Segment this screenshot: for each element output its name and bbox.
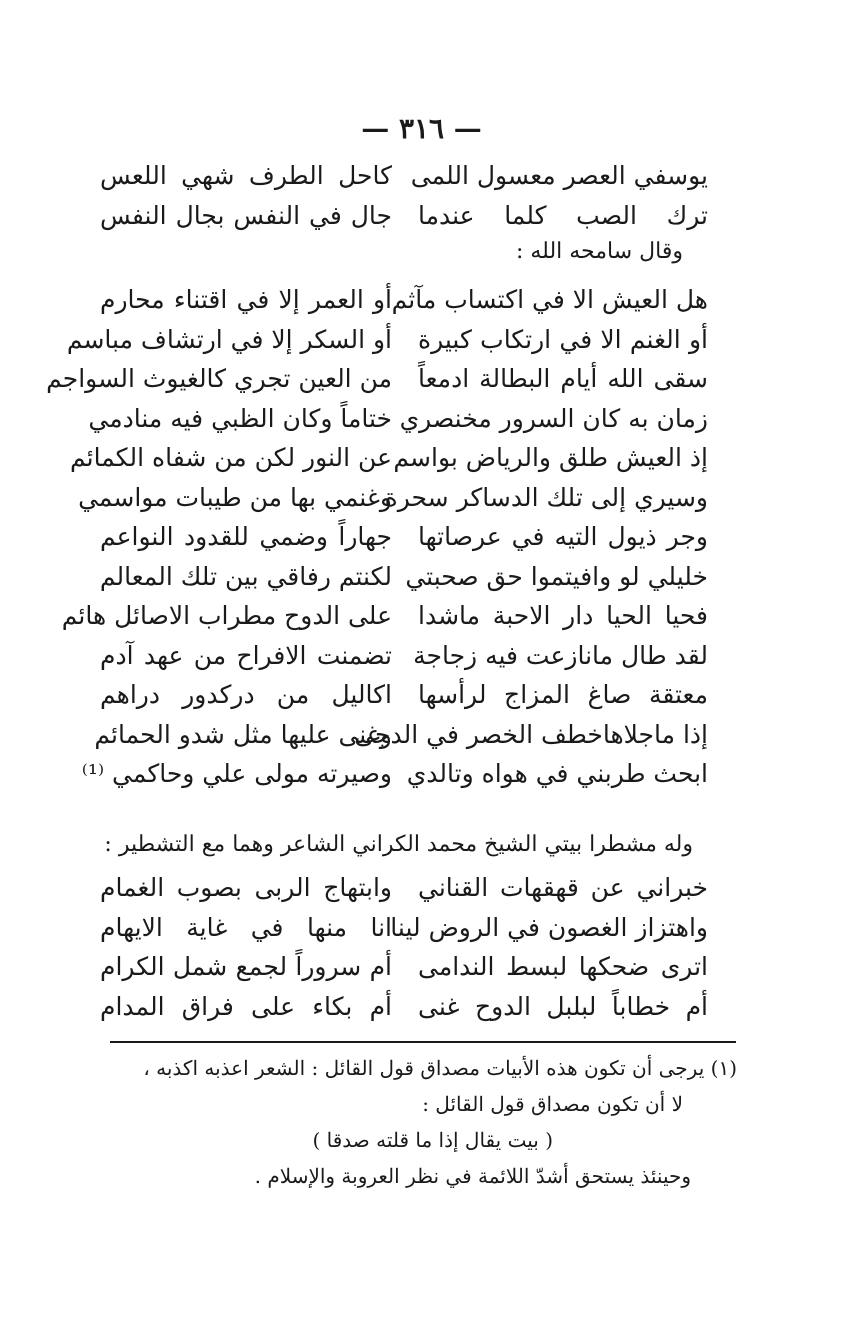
first-hemistich: أو الغنم الا في ارتكاب كبيرة	[418, 324, 708, 354]
first-hemistich: زمان به كان السرور مخنصري	[399, 403, 708, 433]
page-number: — ٣١٦ —	[361, 112, 482, 145]
verse-row	[100, 557, 708, 597]
first-hemistich: وجر ذيول التيه في عرصاتها	[418, 522, 708, 551]
second-hemistich: على الدوح مطراب الاصائل هائم	[61, 601, 392, 630]
second-hemistich: من العين تجري كالغيوث السواجم	[46, 364, 392, 393]
first-hemistich: ابحث طربني في هواه وتالدي	[406, 759, 708, 788]
first-hemistich: خليلي لو وافيتموا حق صحبتي	[405, 561, 708, 591]
first-hemistich: إذ العيش طلق والرياض بواسم	[393, 443, 708, 472]
verse-row	[81, 754, 708, 794]
second-hemistich: تضمنت الافراح من عهد آدم	[100, 640, 392, 670]
verse-block-1	[100, 156, 708, 235]
second-hemistich: كاحل الطرف شهي اللعس	[100, 161, 392, 190]
footnote-line: (١) يرجى أن تكون هذه الأبيات مصداق قول القائل : الشعر اعذبه اكذبه ،	[143, 1056, 737, 1080]
verse-row	[100, 675, 708, 715]
second-hemistich: أو العمر إلا في اقتناء محارم	[100, 285, 392, 314]
verse-row	[100, 908, 708, 948]
second-hemistich: وابتهاج الربى بصوب الغمام	[100, 873, 392, 902]
first-hemistich: خبراني عن قهقهات القناني	[418, 873, 708, 902]
first-hemistich: إذا ماجلاهاخطف الخصر في الدجى	[354, 719, 708, 749]
verse-row	[100, 156, 708, 196]
verse-block-3	[100, 868, 708, 1026]
first-hemistich: لقد طال مانازعت فيه زجاجة	[413, 640, 708, 670]
second-hemistich: جهاراً وضمي للقدود النواعم	[100, 522, 392, 551]
poem-intro: وقال سامحه الله :	[515, 239, 683, 264]
verse-row	[100, 947, 708, 987]
footnote-rule	[110, 1041, 736, 1043]
verse-block-2	[46, 280, 708, 794]
first-hemistich: يوسفي العصر معسول اللمى	[410, 161, 708, 190]
verse-row	[100, 636, 708, 676]
first-hemistich: سقى الله أيام البطالة ادمعاً	[418, 364, 708, 393]
verse-row	[94, 715, 708, 755]
first-hemistich: ترك الصب كلما عندما	[418, 200, 708, 230]
second-hemistich: وغنى عليها مثل شدو الحمائم	[94, 719, 392, 749]
second-hemistich: اكاليل من دركدور دراهم	[100, 680, 392, 709]
verse-row	[100, 196, 708, 236]
second-hemistich: ختاماً وكان الظبي فيه منادمي	[88, 403, 392, 433]
footnote-line: وحينئذ يستحق أشدّ اللائمة في نظر العروبة والإسلام .	[254, 1164, 691, 1188]
second-hemistich: أم بكاء على فراق المدام	[100, 991, 392, 1021]
verse-row	[100, 987, 708, 1027]
poem-intro: وله مشطرا بيتي الشيخ محمد الكراني الشاعر وهما مع التشطير :	[104, 832, 693, 857]
footnote-line: ( بيت يقال إذا ما قلته صدقا )	[312, 1128, 553, 1152]
first-hemistich: هل العيش الا في اكتساب مآثم	[391, 285, 708, 314]
first-hemistich: معتقة صاغ المزاج لرأسها	[418, 680, 708, 709]
verse-row	[100, 868, 708, 908]
first-hemistich: اترى ضحكها لبسط الندامى	[418, 952, 708, 981]
verse-row	[88, 399, 708, 439]
second-hemistich: أو السكر إلا في ارتشاف مباسم	[66, 324, 392, 354]
verse-row	[61, 596, 708, 636]
second-hemistich: لكنتم رفاقي بين تلك المعالم	[99, 561, 392, 591]
first-hemistich: وسيري إلى تلك الدساكر سحرة	[384, 482, 708, 512]
verse-row	[66, 320, 708, 360]
first-hemistich: أم خطاباً لبلبل الدوح غنى	[418, 991, 708, 1021]
first-hemistich: واهتزاز الغصون في الروض لينا	[390, 912, 708, 942]
verse-row	[70, 438, 708, 478]
second-hemistich: انا منها في غاية الايهام	[100, 912, 392, 942]
footnote-line: لا أن تكون مصداق قول القائل :	[422, 1092, 683, 1116]
second-hemistich: وغنمي بها من طيبات مواسمي	[78, 482, 392, 512]
verse-row	[46, 359, 708, 399]
verse-row	[100, 280, 708, 320]
second-hemistich: وصيرته مولى علي وحاكمي ⁽¹⁾	[81, 759, 392, 788]
verse-row	[100, 517, 708, 557]
second-hemistich: عن النور لكن من شفاه الكمائم	[70, 443, 392, 472]
verse-row	[78, 478, 708, 518]
second-hemistich: أم سروراً لجمع شمل الكرام	[100, 952, 392, 981]
second-hemistich: جال في النفس بجال النفس	[100, 200, 392, 230]
first-hemistich: فحيا الحيا دار الاحبة ماشدا	[418, 601, 708, 630]
